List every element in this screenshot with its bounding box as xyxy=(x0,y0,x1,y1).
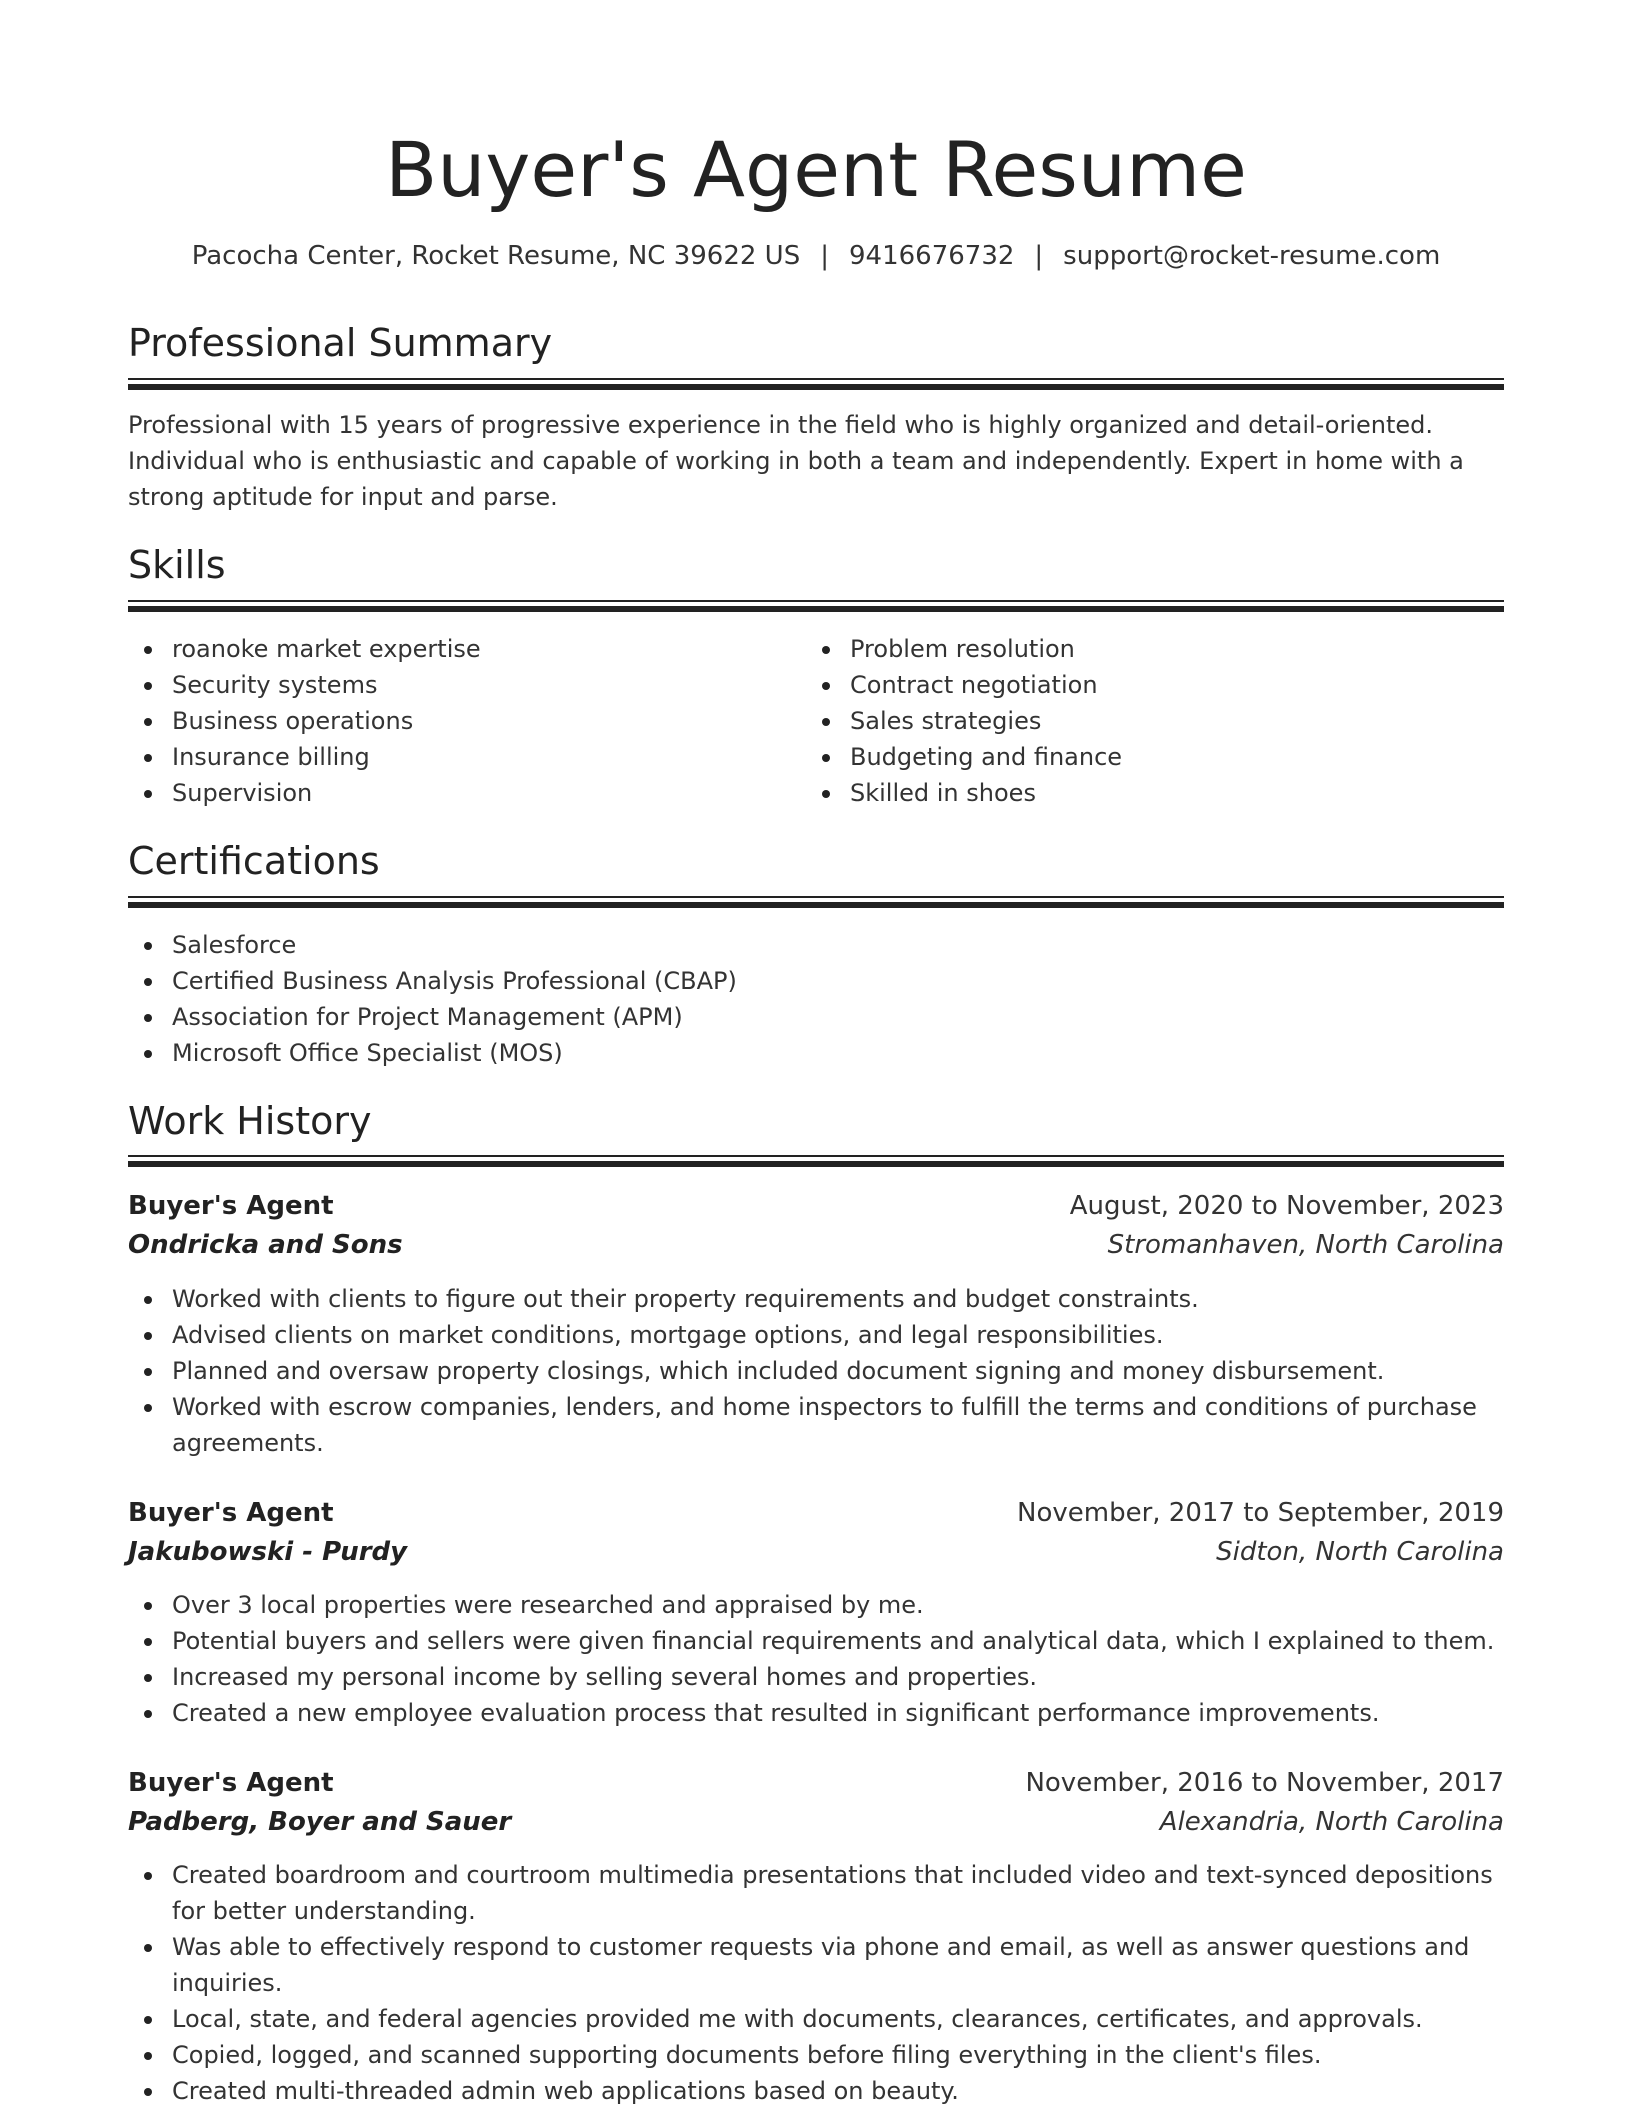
certification-item: Microsoft Office Specialist (MOS) xyxy=(172,1035,1504,1071)
job-header xyxy=(128,1187,1504,1265)
job-bullet: Worked with escrow companies, lenders, and home inspectors to fulfill the terms and conditions of purchase agreements. xyxy=(172,1389,1504,1461)
section-divider xyxy=(128,378,1504,389)
section-divider xyxy=(128,600,1504,611)
job-bullet: Worked with clients to figure out their property requirements and budget constraints. xyxy=(172,1281,1504,1317)
job-dates: November, 2017 to September, 2019 xyxy=(1017,1498,1504,1528)
skill-item: roanoke market expertise xyxy=(172,631,792,667)
job-title: Buyer's Agent xyxy=(128,1768,334,1798)
job-company: Jakubowski - Purdy xyxy=(128,1537,408,1567)
job-bullets xyxy=(128,1857,1504,2109)
job-bullet: Created a new employee evaluation process that resulted in significant performance improvements. xyxy=(172,1695,1504,1731)
summary-text: Professional with 15 years of progressive experience in the field who is highly organized and detail-oriented. Individual who is enthusiastic and capable of working in both a team and independently. Expert in home with a strong aptitude for input and parse. xyxy=(128,411,1464,511)
job-location: Sidton, North Carolina xyxy=(1216,1537,1504,1567)
certification-item: Salesforce xyxy=(172,927,1504,963)
certifications-heading: Certifications xyxy=(128,839,380,883)
skill-item: Supervision xyxy=(172,775,792,811)
job-bullet: Increased my personal income by selling several homes and properties. xyxy=(172,1659,1504,1695)
job-bullet: Copied, logged, and scanned supporting documents before filing everything in the client's files. xyxy=(172,2037,1504,2073)
job-company: Padberg, Boyer and Sauer xyxy=(128,1807,512,1837)
summary-heading: Professional Summary xyxy=(128,321,553,365)
section-divider xyxy=(128,1155,1504,1166)
job-bullet: Created boardroom and courtroom multimedia presentations that included video and text-synced depositions for better understanding. xyxy=(172,1857,1504,1929)
certification-item: Association for Project Management (APM) xyxy=(172,999,1504,1035)
job-bullet: Advised clients on market conditions, mortgage options, and legal responsibilities. xyxy=(172,1317,1504,1353)
page-title: Buyer's Agent Resume xyxy=(385,125,1247,214)
work-history-heading: Work History xyxy=(128,1099,372,1143)
contact-phone: 9416676732 xyxy=(848,241,1015,271)
job-bullet: Over 3 local properties were researched and appraised by me. xyxy=(172,1587,1504,1623)
certification-item: Certified Business Analysis Professional (CBAP) xyxy=(172,963,1504,999)
skill-item: Business operations xyxy=(172,703,792,739)
skills-list-left xyxy=(128,631,792,811)
job-header xyxy=(128,1494,1504,1572)
skill-item: Contract negotiation xyxy=(850,667,1500,703)
job-title: Buyer's Agent xyxy=(128,1498,334,1528)
skill-item: Insurance billing xyxy=(172,739,792,775)
contact-separator: | xyxy=(1034,241,1044,271)
contact-line xyxy=(128,237,1504,275)
contact-address: Pacocha Center, Rocket Resume, NC 39622 US xyxy=(191,241,801,271)
skill-item: Sales strategies xyxy=(850,703,1500,739)
skills-list-right xyxy=(806,631,1500,811)
skills-heading: Skills xyxy=(128,543,226,587)
skill-item: Security systems xyxy=(172,667,792,703)
job-bullet: Potential buyers and sellers were given financial requirements and analytical data, which I explained to them. xyxy=(172,1623,1504,1659)
certifications-list xyxy=(128,927,1504,1071)
job-dates: August, 2020 to November, 2023 xyxy=(1069,1191,1504,1221)
skill-item: Skilled in shoes xyxy=(850,775,1500,811)
job-bullet: Was able to effectively respond to customer requests via phone and email, as well as answer questions and inquiries. xyxy=(172,1929,1504,2001)
job-bullet: Created multi-threaded admin web applications based on beauty. xyxy=(172,2073,1504,2109)
job-location: Stromanhaven, North Carolina xyxy=(1107,1230,1504,1260)
job-location: Alexandria, North Carolina xyxy=(1159,1807,1504,1837)
job-title: Buyer's Agent xyxy=(128,1191,334,1221)
job-dates: November, 2016 to November, 2017 xyxy=(1025,1768,1504,1798)
skill-item: Problem resolution xyxy=(850,631,1500,667)
contact-email: support@rocket-resume.com xyxy=(1063,241,1441,271)
contact-separator: | xyxy=(820,241,829,271)
job-company: Ondricka and Sons xyxy=(128,1230,403,1260)
job-bullet: Local, state, and federal agencies provided me with documents, clearances, certificates, and approvals. xyxy=(172,2001,1504,2037)
job-bullets xyxy=(128,1281,1504,1461)
job-header xyxy=(128,1764,1504,1842)
skill-item: Budgeting and finance xyxy=(850,739,1500,775)
job-bullets xyxy=(128,1587,1504,1731)
section-divider xyxy=(128,896,1504,907)
job-bullet: Planned and oversaw property closings, which included document signing and money disbursement. xyxy=(172,1353,1504,1389)
